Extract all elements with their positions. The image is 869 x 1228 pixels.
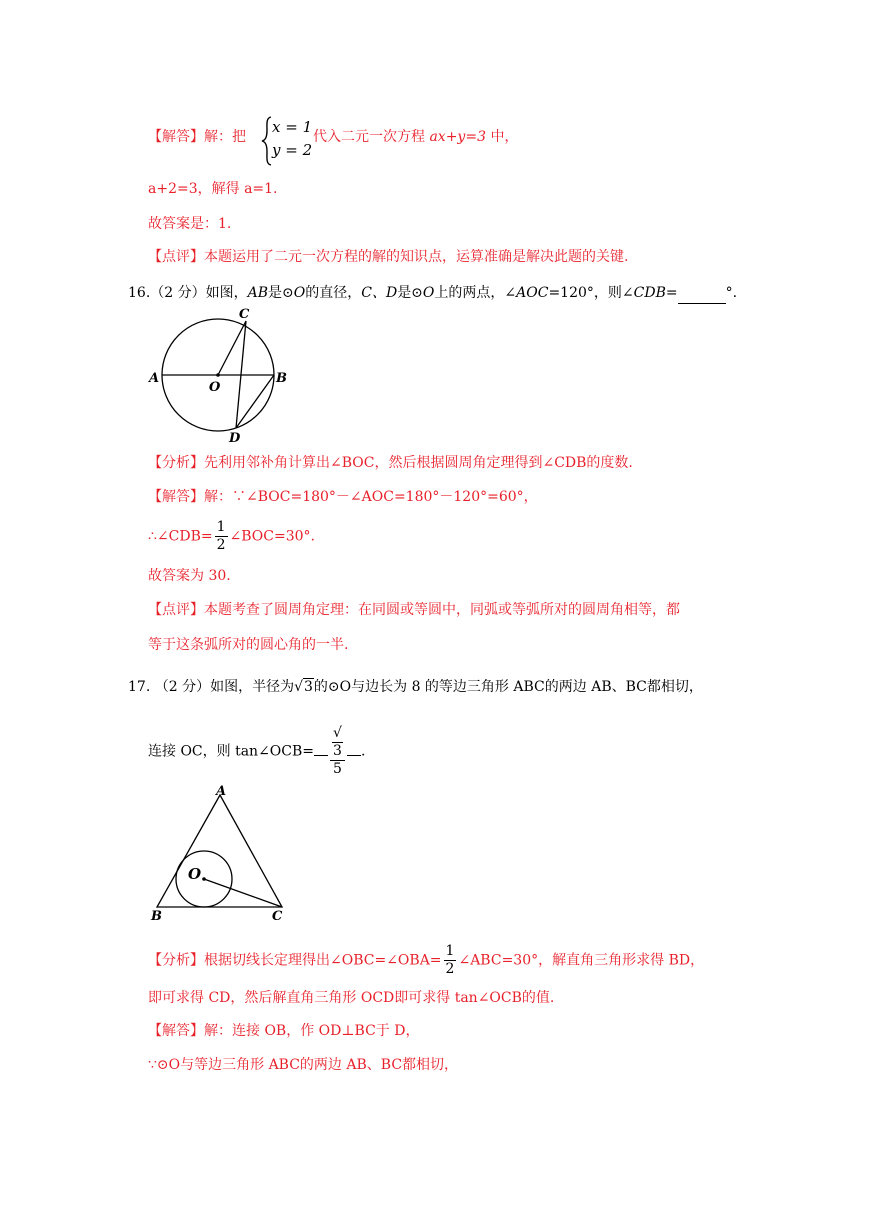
equation-system — [260, 116, 313, 166]
q15-answer-line1: 【解答】解：把 — [148, 129, 246, 145]
answer-tag: 【解答】 — [148, 1023, 204, 1039]
label-o: O — [209, 380, 221, 395]
answer-tag: 【解答】 — [148, 129, 204, 145]
q17-analysis-line1: 【分析】根据切线长定理得出∠OBC=∠OBA= $\frac{1}{2}$ ∠ABC=30°，解直角三角形求得 BD， — [148, 943, 705, 977]
label-b: B — [276, 371, 287, 386]
segment-db — [236, 375, 274, 428]
label-d: D — [229, 431, 241, 446]
q16-answer-line3: 故答案为 30. — [148, 568, 231, 584]
center-point — [216, 373, 220, 377]
answer-tag: 【解答】 — [148, 489, 204, 505]
q15-comment: 【点评】本题运用了二元一次方程的解的知识点，运算准确是解决此题的关键. — [148, 249, 629, 265]
label-a: A — [216, 784, 227, 799]
label-b: B — [151, 909, 162, 922]
comment-tag: 【点评】 — [148, 602, 204, 618]
label-c: C — [272, 909, 283, 922]
triangle-figure — [145, 782, 295, 922]
q17-analysis-line2: 即可求得 CD，然后解直角三角形 OCD即可求得 tan∠OCB的值. — [148, 990, 555, 1006]
fraction-half: $\frac{1}{2}$ — [445, 943, 455, 977]
q17-answer-line2: ∵⊙O与等边三角形 ABC的两边 AB、BC都相切， — [148, 1057, 459, 1073]
fraction-half: $\frac{1}{2}$ — [216, 519, 226, 553]
comment-tag: 【点评】 — [148, 249, 204, 265]
sqrt-three: √3 — [294, 679, 313, 695]
segment-oc — [204, 879, 282, 907]
q15-answer-line3: 故答案是：1. — [148, 216, 232, 232]
q16-comment-line1: 【点评】本题考查了圆周角定理：在同圆或等圆中，同弧或等弧所对的圆周角相等，都 — [148, 602, 680, 618]
answer-blank — [678, 283, 726, 304]
center-point — [202, 877, 206, 881]
q16-stem: 16.（2 分）如图，AB是⊙O的直径，C、D是⊙O上的两点，∠AOC=120°，则∠CDB= °. — [128, 283, 737, 304]
label-a: A — [149, 371, 160, 386]
q17-stem-line2: 连接 OC，则 tan∠OCB= √ 3 5 . — [148, 725, 366, 777]
system-eq-2: y = 2 — [272, 141, 313, 159]
circle-figure — [145, 304, 305, 446]
label-c: C — [239, 307, 250, 322]
answer-fraction: √ 3 5 — [330, 725, 345, 778]
q15-answer-line2: a+2=3，解得 a=1. — [148, 181, 278, 197]
q16-analysis: 【分析】先利用邻补角计算出∠BOC，然后根据圆周角定理得到∠CDB的度数. — [148, 455, 633, 471]
triangle-abc — [157, 795, 282, 907]
analysis-tag: 【分析】 — [148, 455, 204, 471]
q17-stem-line1: 17. （2 分）如图，半径为√3的⊙O与边长为 8 的等边三角形 ABC的两边 AB、BC都相切， — [128, 674, 703, 700]
label-o: O — [188, 865, 202, 883]
q16-comment-line2: 等于这条弧所对的圆心角的一半. — [148, 637, 349, 653]
system-eq-1: x = 1 — [272, 118, 313, 136]
q16-answer-line2: ∴∠CDB= $\frac{1}{2}$ ∠BOC=30°. — [148, 519, 315, 553]
q16-answer-line1: 【解答】解：∵∠BOC=180°－∠AOC=180°－120°=60°， — [148, 489, 538, 505]
q17-answer-line1: 【解答】解：连接 OB，作 OD⊥BC于 D， — [148, 1023, 420, 1039]
q15-answer-line1-rest: 代入二元一次方程 ax+y=3 中， — [313, 129, 519, 145]
analysis-tag: 【分析】 — [148, 952, 204, 969]
equation: ax+y=3 — [429, 129, 486, 145]
